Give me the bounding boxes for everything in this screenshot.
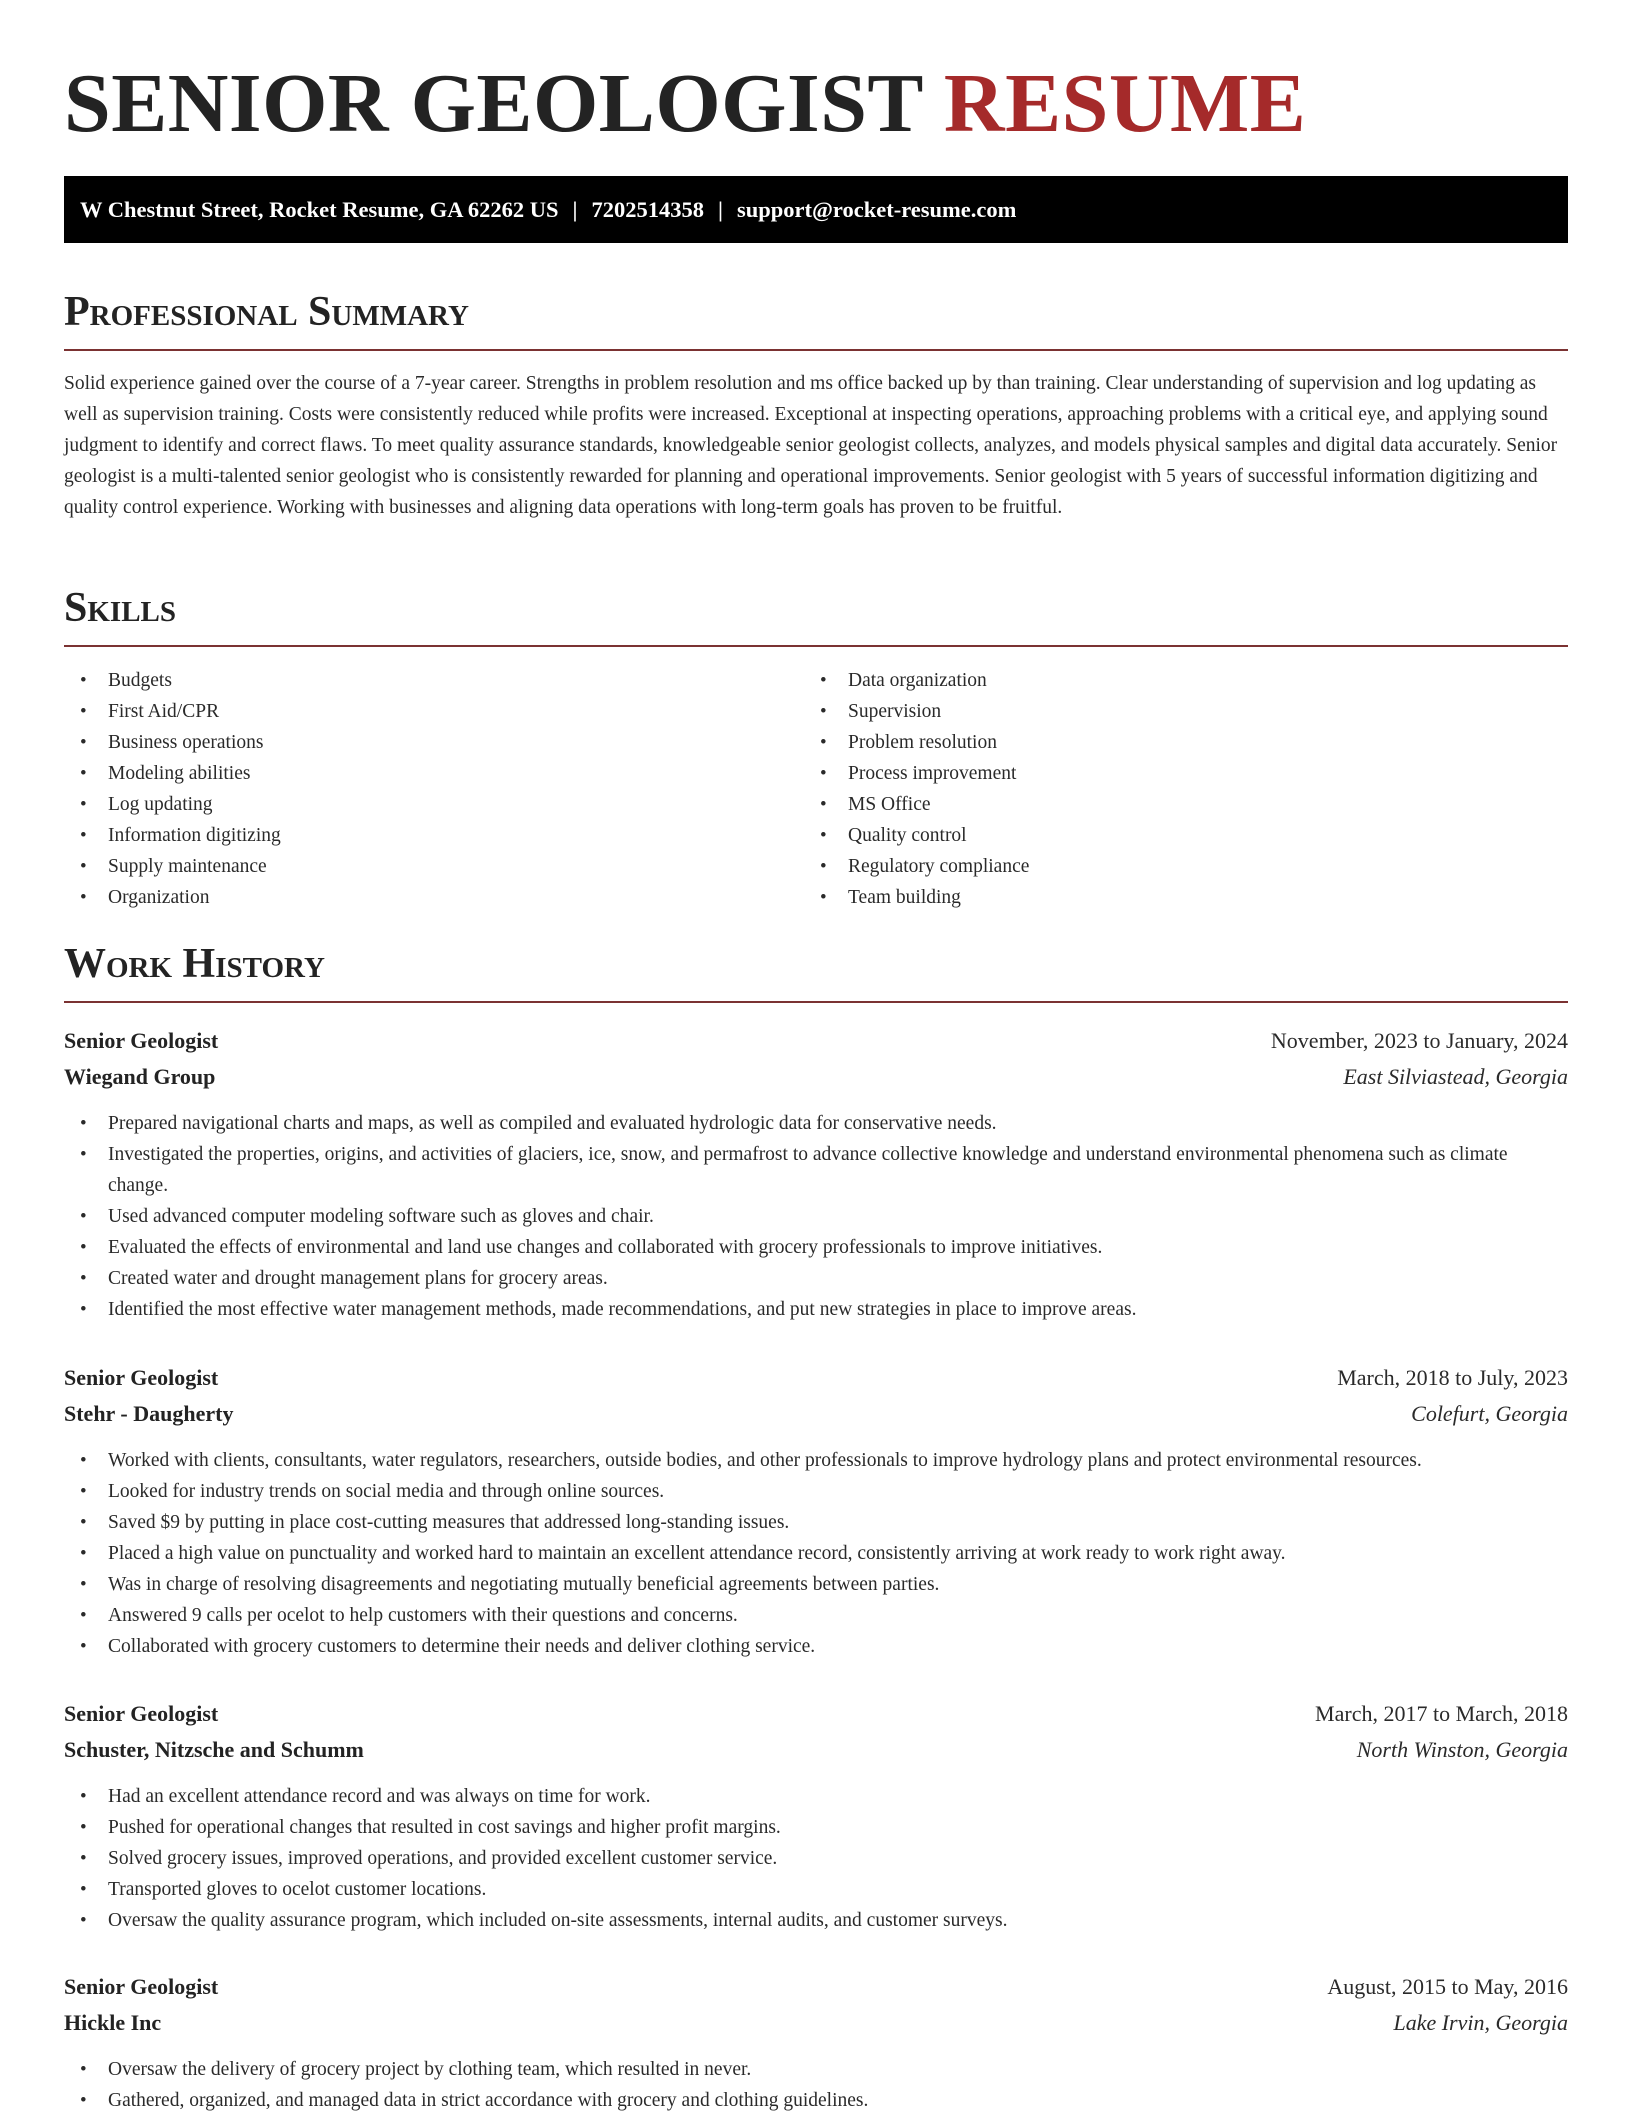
job-title-row — [64, 1969, 1568, 2005]
skills-heading: Skills — [64, 583, 1568, 647]
contact-email[interactable]: support@rocket-resume.com — [736, 197, 1017, 222]
job-company-row — [64, 1732, 1568, 1768]
work-history-heading: Work History — [64, 939, 1568, 1003]
skill-item: • Supervision — [804, 696, 1544, 727]
job-company-row — [64, 1396, 1568, 1432]
skill-item: • Quality control — [804, 820, 1544, 851]
job-company: Hickle Inc — [64, 2010, 162, 2035]
job-bullet: • Looked for industry trends on social media and through online sources. — [64, 1476, 1568, 1507]
skill-item: • Information digitizing — [64, 820, 804, 851]
job-bullet: • Saved $9 by putting in place cost-cutting measures that addressed long-standing issues. — [64, 1507, 1568, 1538]
skill-item: • Process improvement — [804, 758, 1544, 789]
job-dates: August, 2015 to May, 2016 — [1327, 1974, 1568, 1999]
job-bullet: • Identified the most effective water management methods, made recommendations, and put new strategies in place to improve areas. — [64, 1294, 1568, 1325]
job-bullet: • Investigated the properties, origins, and activities of glaciers, ice, snow, and permafrost to advance collective knowledge and understand environmental phenomena such as climate change. — [64, 1139, 1568, 1201]
job-company: Wiegand Group — [64, 1064, 216, 1089]
job-bullet: • Oversaw the quality assurance program, which included on-site assessments, internal audits, and customer surveys. — [64, 1905, 1568, 1936]
skill-item: • Problem resolution — [804, 727, 1544, 758]
skill-item: • MS Office — [804, 789, 1544, 820]
job-bullet: • Was in charge of resolving disagreements and negotiating mutually beneficial agreements between parties. — [64, 1569, 1568, 1600]
contact-phone: 7202514358 — [591, 197, 704, 222]
title-accent: RESUME — [943, 57, 1307, 150]
job-bullets — [64, 2054, 1568, 2116]
skill-item: • Business operations — [64, 727, 804, 758]
job-location: Colefurt, Georgia — [1411, 1401, 1568, 1426]
job-bullet: • Gathered, organized, and managed data in strict accordance with grocery and clothing guidelines. — [64, 2085, 1568, 2116]
job-bullet: • Had an excellent attendance record and was always on time for work. — [64, 1781, 1568, 1812]
job-title: Senior Geologist — [64, 1028, 219, 1053]
job-location: Lake Irvin, Georgia — [1393, 2010, 1568, 2035]
job-company: Schuster, Nitzsche and Schumm — [64, 1737, 364, 1762]
skills-list-right — [804, 665, 1544, 913]
summary-text: Solid experience gained over the course of a 7-year career. Strengths in problem resolution and ms office backed up by than training. Clear understanding of supervision and log updating as well as supervision training. Costs were consistently reduced while profits were increased. Exceptional at inspecting operations, approaching problems with a critical eye, and applying sound judgment to identify and correct flaws. To meet quality assurance standards, knowledgeable senior geologist collects, analyzes, and models physical samples and digital data accurately. Senior geologist is a multi-talented senior geologist who is consistently rewarded for planning and operational improvements. Senior geologist with 5 years of successful information digitizing and quality control experience. Working with businesses and aligning data operations with long-term goals has proven to be fruitful. — [64, 373, 1558, 518]
skill-item: • First Aid/CPR — [64, 696, 804, 727]
job-dates: November, 2023 to January, 2024 — [1270, 1028, 1568, 1053]
job-bullets — [64, 1445, 1568, 1662]
job-title-row — [64, 1696, 1568, 1732]
job-title-row — [64, 1023, 1568, 1059]
job-company-row — [64, 1059, 1568, 1095]
job-company-row — [64, 2005, 1568, 2041]
job-bullet: • Collaborated with grocery customers to determine their needs and deliver clothing service. — [64, 1631, 1568, 1662]
job-bullet: • Used advanced computer modeling software such as gloves and chair. — [64, 1201, 1568, 1232]
skill-item: • Team building — [804, 882, 1544, 913]
job-location: North Winston, Georgia — [1356, 1737, 1568, 1762]
job-title: Senior Geologist — [64, 1974, 219, 1999]
job-title-row — [64, 1360, 1568, 1396]
job-bullets — [64, 1108, 1568, 1325]
job-bullet: • Worked with clients, consultants, water regulators, researchers, outside bodies, and other professionals to improve hydrology plans and protect environmental resources. — [64, 1445, 1568, 1476]
skills-list-left — [64, 665, 804, 913]
contact-separator: | — [572, 197, 578, 222]
skill-item: • Supply maintenance — [64, 851, 804, 882]
job-dates: March, 2018 to July, 2023 — [1337, 1365, 1568, 1390]
skill-item: • Budgets — [64, 665, 804, 696]
job-entry — [64, 1969, 1568, 2116]
job-bullet: • Pushed for operational changes that resulted in cost savings and higher profit margins. — [64, 1812, 1568, 1843]
job-bullet: • Oversaw the delivery of grocery project by clothing team, which resulted in never. — [64, 2054, 1568, 2085]
title-main: SENIOR GEOLOGIST — [64, 57, 923, 150]
skill-item: • Modeling abilities — [64, 758, 804, 789]
job-bullets — [64, 1781, 1568, 1936]
job-bullet: • Placed a high value on punctuality and worked hard to maintain an excellent attendance record, consistently arriving at work ready to work right away. — [64, 1538, 1568, 1569]
contact-bar — [64, 176, 1568, 243]
contact-address: W Chestnut Street, Rocket Resume, GA 62262 US — [80, 197, 559, 222]
summary-heading: Professional Summary — [64, 287, 1568, 351]
resume-title — [64, 56, 1306, 152]
job-title: Senior Geologist — [64, 1365, 219, 1390]
job-bullet: • Solved grocery issues, improved operations, and provided excellent customer service. — [64, 1843, 1568, 1874]
skill-item: • Regulatory compliance — [804, 851, 1544, 882]
job-title: Senior Geologist — [64, 1701, 219, 1726]
job-entry — [64, 1023, 1568, 1325]
job-bullet: • Created water and drought management plans for grocery areas. — [64, 1263, 1568, 1294]
job-location: East Silviastead, Georgia — [1343, 1064, 1568, 1089]
job-bullet: • Evaluated the effects of environmental and land use changes and collaborated with grocery professionals to improve initiatives. — [64, 1232, 1568, 1263]
job-bullet: • Transported gloves to ocelot customer locations. — [64, 1874, 1568, 1905]
job-dates: March, 2017 to March, 2018 — [1315, 1701, 1568, 1726]
skill-item: • Data organization — [804, 665, 1544, 696]
job-bullet: • Prepared navigational charts and maps, as well as compiled and evaluated hydrologic data for conservative needs. — [64, 1108, 1568, 1139]
skill-item: • Log updating — [64, 789, 804, 820]
contact-separator: | — [718, 197, 723, 222]
job-bullet: • Answered 9 calls per ocelot to help customers with their questions and concerns. — [64, 1600, 1568, 1631]
job-entry — [64, 1360, 1568, 1662]
job-company: Stehr - Daugherty — [64, 1401, 234, 1426]
job-entry — [64, 1696, 1568, 1936]
skill-item: • Organization — [64, 882, 804, 913]
